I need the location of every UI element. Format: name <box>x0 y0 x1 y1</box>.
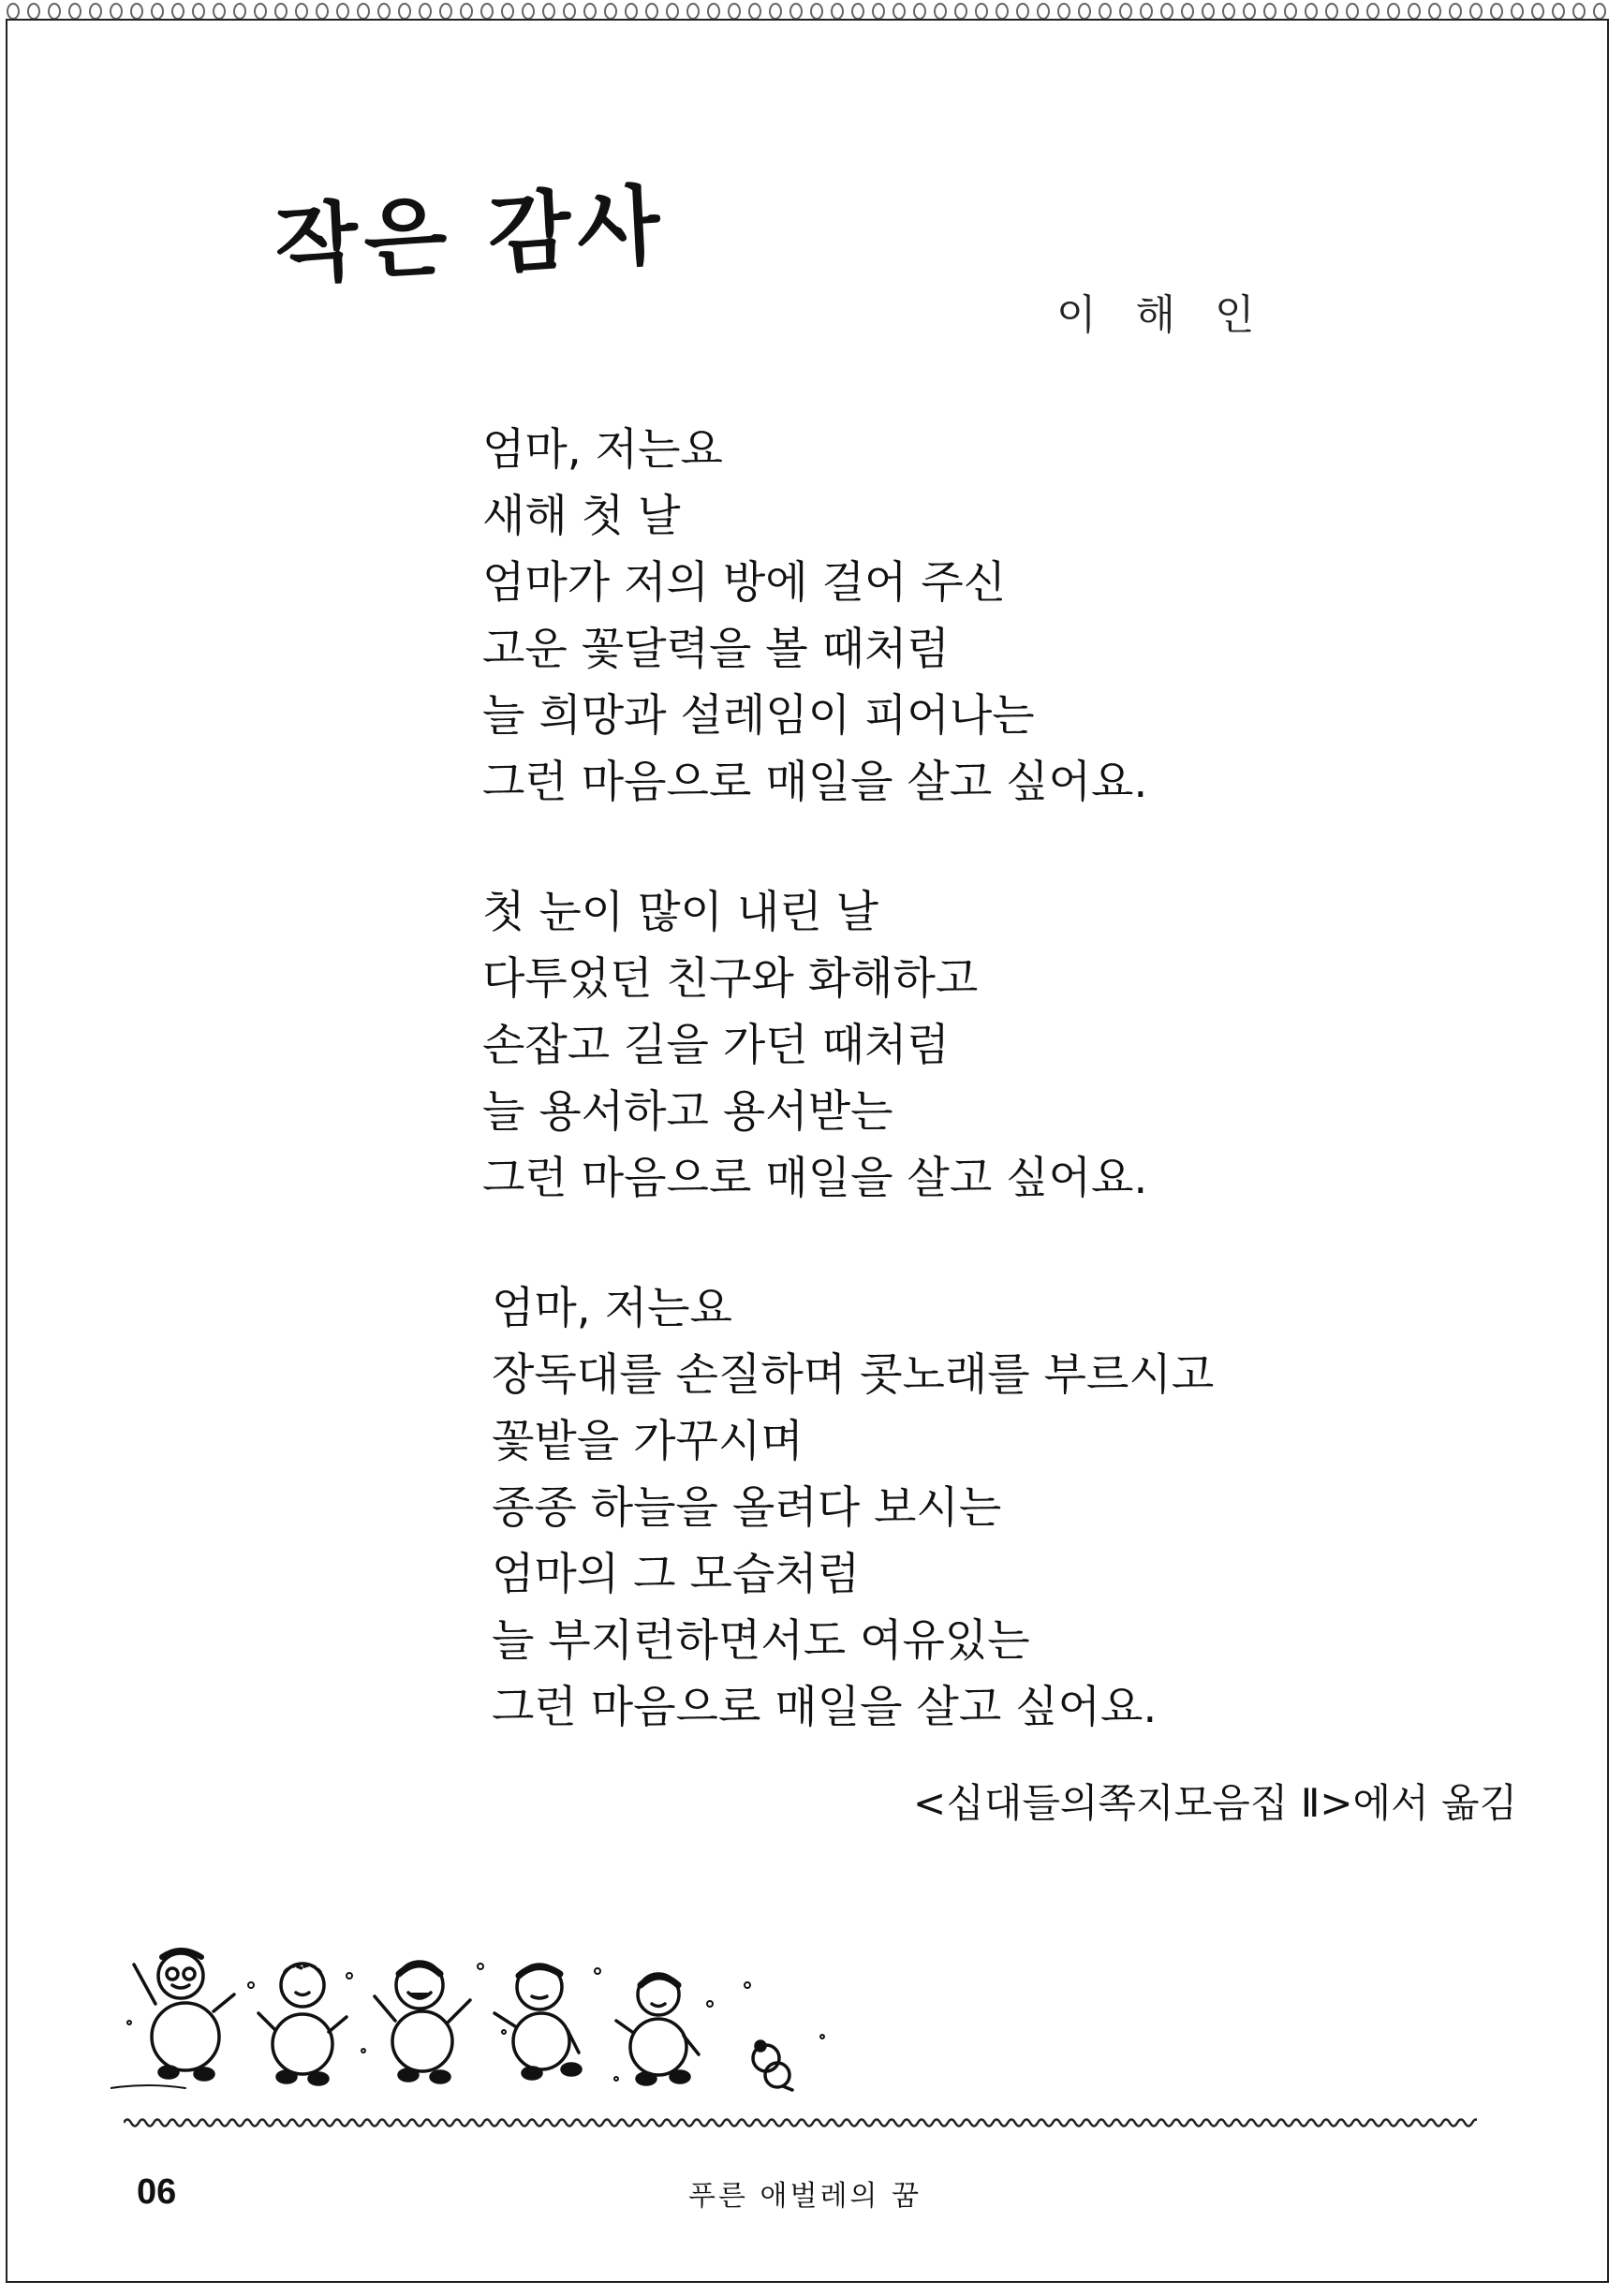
binding-ring <box>523 4 534 19</box>
binding-ring <box>543 4 554 19</box>
poem-line: 다투었던 친구와 화해하고 <box>482 953 979 1005</box>
snowman-figure <box>258 1964 347 2084</box>
binding-ring <box>378 4 390 19</box>
binding-ring <box>914 4 925 19</box>
binding-ring <box>1264 4 1276 19</box>
binding-ring <box>90 4 101 19</box>
binding-ring <box>1182 4 1193 19</box>
binding-ring <box>1409 4 1420 19</box>
poem-line: 늘 희망과 설레임이 피어나는 <box>482 690 1035 742</box>
binding-ring <box>1141 4 1152 19</box>
binding-ring <box>1326 4 1337 19</box>
poem-title: 작은 감사 <box>272 174 669 296</box>
binding-ring <box>275 4 287 19</box>
binding-ring <box>152 4 163 19</box>
poem-author: 이 해 인 <box>1056 291 1268 339</box>
binding-ring <box>1079 4 1090 19</box>
binding-ring <box>1202 4 1214 19</box>
binding-ring <box>420 4 431 19</box>
binding-ring <box>708 4 719 19</box>
poem-body <box>482 417 1512 1804</box>
binding-ring <box>811 4 822 19</box>
binding-ring <box>214 4 225 19</box>
binding-ring <box>687 4 699 19</box>
poem-line: 고운 꽃달력을 볼 때처럼 <box>482 624 950 675</box>
binding-ring <box>111 4 122 19</box>
binding-ring <box>667 4 678 19</box>
binding-ring <box>1306 4 1317 19</box>
poem-line: 첫 눈이 많이 내린 날 <box>482 887 878 938</box>
binding-ring <box>790 4 802 19</box>
puppy-figure <box>753 2041 792 2090</box>
binding-ring <box>1429 4 1440 19</box>
page-number: 06 <box>137 2172 177 2212</box>
binding-ring <box>1017 4 1028 19</box>
poem-line: 늘 용서하고 용서받는 <box>482 1086 893 1138</box>
poem-line: 엄마의 그 모습처럼 <box>492 1549 861 1600</box>
binding-ring <box>1347 4 1358 19</box>
stanza-2 <box>482 879 1512 1212</box>
binding-ring <box>399 4 410 19</box>
binding-ring <box>584 4 596 19</box>
binding-ring <box>626 4 637 19</box>
poem-line: 그런 마음으로 매일을 살고 싶어요. <box>482 1153 1148 1204</box>
binding-ring <box>1512 4 1523 19</box>
poem-line: 엄마, 저는요 <box>482 424 723 476</box>
binding-ring <box>832 4 843 19</box>
binding-ring <box>749 4 760 19</box>
binding-ring <box>28 4 39 19</box>
binding-ring <box>1573 4 1585 19</box>
snowman-figure <box>375 1962 470 2083</box>
binding-ring <box>461 4 472 19</box>
snowmen-illustration <box>111 1948 860 2097</box>
binding-ring <box>1285 4 1296 19</box>
binding-ring <box>255 4 266 19</box>
binding-ring <box>1470 4 1482 19</box>
poem-line: 엄마가 저의 방에 걸어 주신 <box>482 557 1007 609</box>
poem-line: 엄마, 저는요 <box>492 1283 732 1334</box>
binding-ring <box>193 4 204 19</box>
footer-title: 푸른 애벌레의 꿈 <box>688 2180 922 2213</box>
poem-line: 그런 마음으로 매일을 살고 싶어요. <box>482 757 1148 808</box>
poem-line: 새해 첫 날 <box>482 491 681 542</box>
binding-ring <box>1532 4 1543 19</box>
binding-ring <box>1223 4 1234 19</box>
binding-ring <box>955 4 966 19</box>
source-credit: <십대들의쪽지모음집 Ⅱ>에서 옮김 <box>913 1780 1518 1826</box>
binding-ring <box>1038 4 1049 19</box>
binding-ring <box>131 4 142 19</box>
binding-ring <box>976 4 987 19</box>
binding-ring <box>1491 4 1502 19</box>
binding-ring <box>873 4 884 19</box>
binding-ring <box>1244 4 1255 19</box>
binding-ring <box>893 4 905 19</box>
binding-ring <box>69 4 81 19</box>
stanza-3 <box>492 1275 1512 1741</box>
binding-ring <box>996 4 1008 19</box>
binding-ring <box>234 4 245 19</box>
binding-ring <box>481 4 493 19</box>
binding-ring <box>1058 4 1070 19</box>
binding-ring <box>1367 4 1379 19</box>
poem-line: 꽃밭을 가꾸시며 <box>492 1416 804 1467</box>
stanza-1 <box>482 417 1512 816</box>
binding-ring <box>440 4 451 19</box>
poem-line: 장독대를 손질하며 콧노래를 부르시고 <box>492 1349 1215 1401</box>
binding-ring <box>1120 4 1131 19</box>
binding-ring <box>564 4 575 19</box>
binding-ring <box>1594 4 1605 19</box>
binding-ring <box>7 4 19 19</box>
poem-line: 늘 부지런하면서도 여유있는 <box>492 1615 1030 1667</box>
binding-ring <box>1161 4 1173 19</box>
snowflakes <box>127 1964 824 2081</box>
binding-ring <box>729 4 740 19</box>
binding-ring <box>605 4 616 19</box>
binding-ring <box>646 4 657 19</box>
binding-ring <box>358 4 369 19</box>
binding-ring <box>337 4 348 19</box>
binding-ring <box>296 4 307 19</box>
binding-ring <box>1450 4 1461 19</box>
binding-ring <box>317 4 328 19</box>
poem-line: 그런 마음으로 매일을 살고 싶어요. <box>492 1682 1158 1733</box>
binding-ring <box>1388 4 1399 19</box>
snowman-figure <box>616 1974 699 2084</box>
snowman-figure <box>494 1965 581 2079</box>
binding-ring <box>770 4 781 19</box>
poem-line: 손잡고 길을 가던 때처럼 <box>482 1020 950 1071</box>
wavy-divider <box>124 2113 1477 2132</box>
binding-ring <box>172 4 184 19</box>
poem-line: 종종 하늘을 올려다 보시는 <box>492 1482 1002 1534</box>
binding-ring <box>1099 4 1111 19</box>
binding-ring <box>852 4 863 19</box>
binding-ring <box>1553 4 1564 19</box>
snowman-figure <box>134 1950 234 2080</box>
binding-ring <box>49 4 60 19</box>
binding-ring <box>502 4 513 19</box>
binding-ring <box>935 4 946 19</box>
